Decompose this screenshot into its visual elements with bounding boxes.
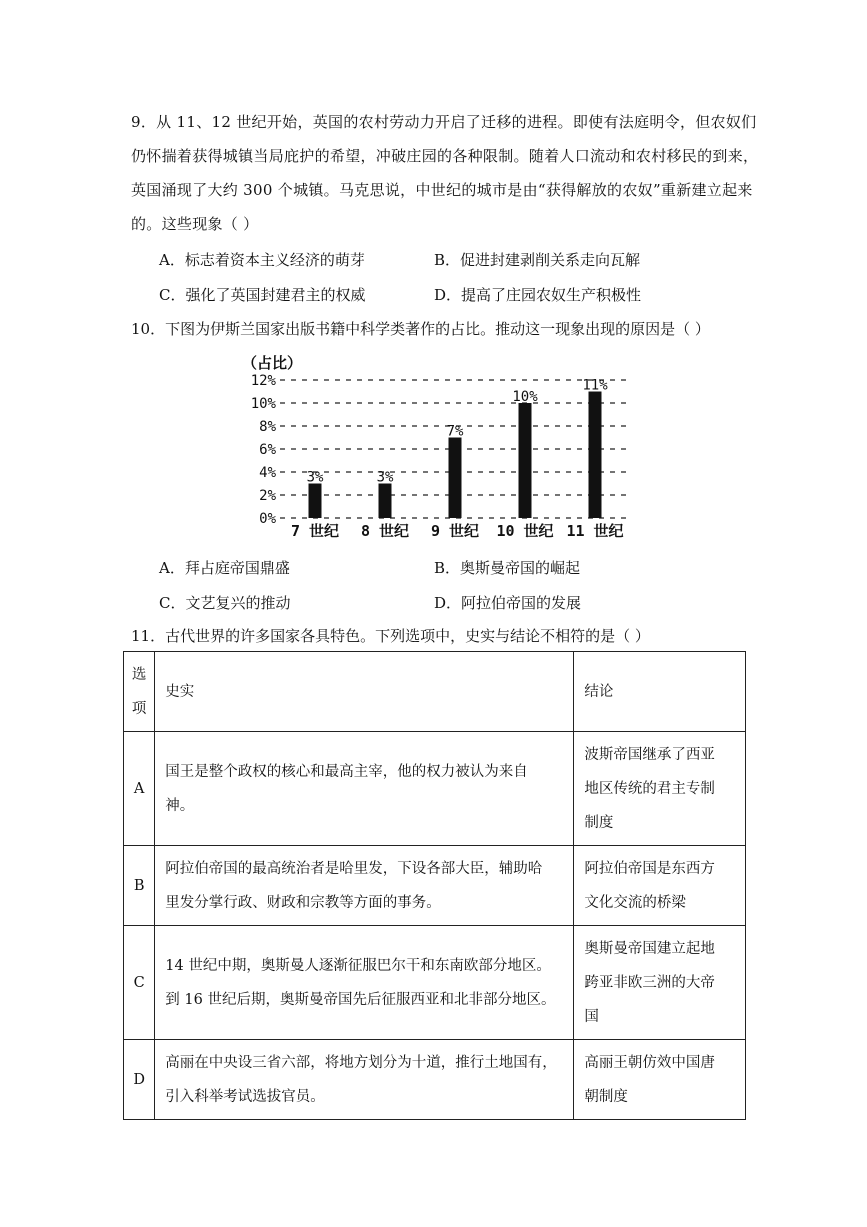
- table-header-row: [124, 652, 746, 732]
- row-conclusion-line: 高丽王朝仿效中国唐: [584, 1054, 715, 1071]
- question-9-stem: [131, 105, 758, 241]
- chart-x-tick-label: 8 世纪: [360, 522, 410, 540]
- row-fact-line: 里发分掌行政、财政和宗教等方面的事务。: [165, 894, 441, 911]
- row-fact-line: 阿拉伯帝国的最高统治者是哈里发，下设各部大臣，辅助哈: [165, 860, 543, 877]
- chart-bar: [379, 484, 392, 519]
- row-option: C: [124, 926, 155, 1040]
- table-row: [124, 926, 746, 1040]
- table-row: [124, 732, 746, 846]
- row-conclusion: [574, 732, 746, 846]
- row-conclusion-line: 波斯帝国继承了西亚: [584, 746, 715, 763]
- chart-data-label: 7%: [446, 423, 464, 440]
- row-fact-line: 14 世纪中期，奥斯曼人逐渐征服巴尔干和东南欧部分地区。: [165, 957, 551, 974]
- row-conclusion-line: 制度: [584, 814, 614, 831]
- row-conclusion: [574, 846, 746, 926]
- row-conclusion: [574, 926, 746, 1040]
- row-conclusion-line: 国: [584, 1008, 599, 1025]
- header-conclusion: 结论: [574, 652, 746, 732]
- chart-data-label: 3%: [306, 469, 324, 486]
- chart-x-tick-label: 11 世纪: [566, 522, 624, 540]
- chart-y-tick-label: 12%: [250, 373, 276, 389]
- row-fact: [155, 926, 574, 1040]
- chart-data-label: 3%: [376, 469, 394, 486]
- chart-bar: [589, 392, 602, 519]
- chart-x-tick-label: 7 世纪: [290, 522, 340, 540]
- chart-y-tick-label: 2%: [259, 488, 276, 504]
- chart-x-tick-label: 9 世纪: [430, 522, 480, 540]
- chart-x-ticks: [291, 522, 624, 540]
- row-fact-line: 高丽在中央设三省六部，将地方划分为十道，推行土地国有，: [165, 1054, 557, 1071]
- table-row: [124, 1040, 746, 1120]
- header-fact: 史实: [155, 652, 574, 732]
- question-10-option-c[interactable]: C．文艺复兴的推动: [159, 594, 291, 612]
- row-conclusion-line: 地区传统的君主专制: [584, 780, 715, 797]
- question-9-line: 仍怀揣着获得城镇当局庇护的希望，冲破庄园的各种限制。随着人口流动和农村移民的到来，: [131, 147, 759, 165]
- row-conclusion-line: 跨亚非欧三洲的大帝: [584, 974, 715, 991]
- question-9-option-a[interactable]: A．标志着资本主义经济的萌芽: [159, 251, 365, 269]
- chart-x-tick-label: 10 世纪: [496, 522, 554, 540]
- row-option: A: [124, 732, 155, 846]
- chart-y-tick-label: 8%: [259, 419, 276, 435]
- row-fact-line: 到 16 世纪后期，奥斯曼帝国先后征服西亚和北非部分地区。: [165, 991, 556, 1008]
- chart-bar: [519, 403, 532, 518]
- row-conclusion-line: 奥斯曼帝国建立起地: [584, 940, 715, 957]
- chart-data-label: 11%: [582, 377, 608, 394]
- chart-y-tick-label: 6%: [259, 442, 276, 458]
- row-fact-line: 引入科举考试选拔官员。: [165, 1088, 325, 1105]
- row-fact: [155, 732, 574, 846]
- chart-bars: [306, 392, 602, 519]
- question-9-line: 的。这些现象（ ）: [131, 215, 259, 233]
- header-option-char: 选: [131, 666, 147, 683]
- question-10-stem: 10．下图为伊斯兰国家出版书籍中科学类著作的占比。推动这一现象出现的原因是（ ）: [131, 320, 710, 338]
- chart-y-tick-label: 4%: [259, 465, 276, 481]
- row-conclusion-line: 阿拉伯帝国是东西方: [584, 860, 715, 877]
- chart-y-ticks: [251, 373, 277, 527]
- question-10-option-b[interactable]: B．奥斯曼帝国的崛起: [434, 559, 581, 577]
- question-11-stem: 11．古代世界的许多国家各具特色。下列选项中，史实与结论不相符的是（ ）: [131, 627, 650, 645]
- question-11-table: [123, 651, 746, 1120]
- table-row: [124, 846, 746, 926]
- row-fact: [155, 846, 574, 926]
- question-9-option-b[interactable]: B．促进封建剥削关系走向瓦解: [434, 251, 641, 269]
- header-option: [124, 652, 155, 732]
- chart-bar: [309, 484, 322, 519]
- question-9-line: 9．从 11、12 世纪开始，英国的农村劳动力开启了迁移的进程。即使有法庭明令，但农奴们: [131, 113, 757, 131]
- row-fact-line: 神。: [165, 797, 195, 814]
- row-fact: [155, 1040, 574, 1120]
- science-books-bar-chart: [240, 348, 640, 543]
- question-10-option-d[interactable]: D．阿拉伯帝国的发展: [434, 594, 582, 612]
- row-conclusion-line: 朝制度: [584, 1088, 628, 1105]
- row-option: B: [124, 846, 155, 926]
- header-option-char: 项: [131, 700, 147, 717]
- row-fact-line: 国王是整个政权的核心和最高主宰，他的权力被认为来自: [165, 763, 528, 780]
- question-10-option-a[interactable]: A．拜占庭帝国鼎盛: [159, 559, 290, 577]
- row-conclusion: [574, 1040, 746, 1120]
- chart-ylabel: （占比）: [242, 354, 303, 372]
- row-option: D: [124, 1040, 155, 1120]
- question-9-option-c[interactable]: C．强化了英国封建君主的权威: [159, 286, 366, 304]
- row-conclusion-line: 文化交流的桥梁: [584, 894, 686, 911]
- chart-y-tick-label: 0%: [259, 511, 276, 527]
- chart-data-label: 10%: [512, 389, 538, 405]
- chart-y-tick-label: 10%: [250, 396, 276, 412]
- question-9-line: 英国涌现了大约 300 个城镇。马克思说，中世纪的城市是由“获得解放的农奴”重新建立起来: [131, 181, 753, 199]
- question-9-option-d[interactable]: D．提高了庄园农奴生产积极性: [434, 286, 642, 304]
- chart-bar: [449, 438, 462, 519]
